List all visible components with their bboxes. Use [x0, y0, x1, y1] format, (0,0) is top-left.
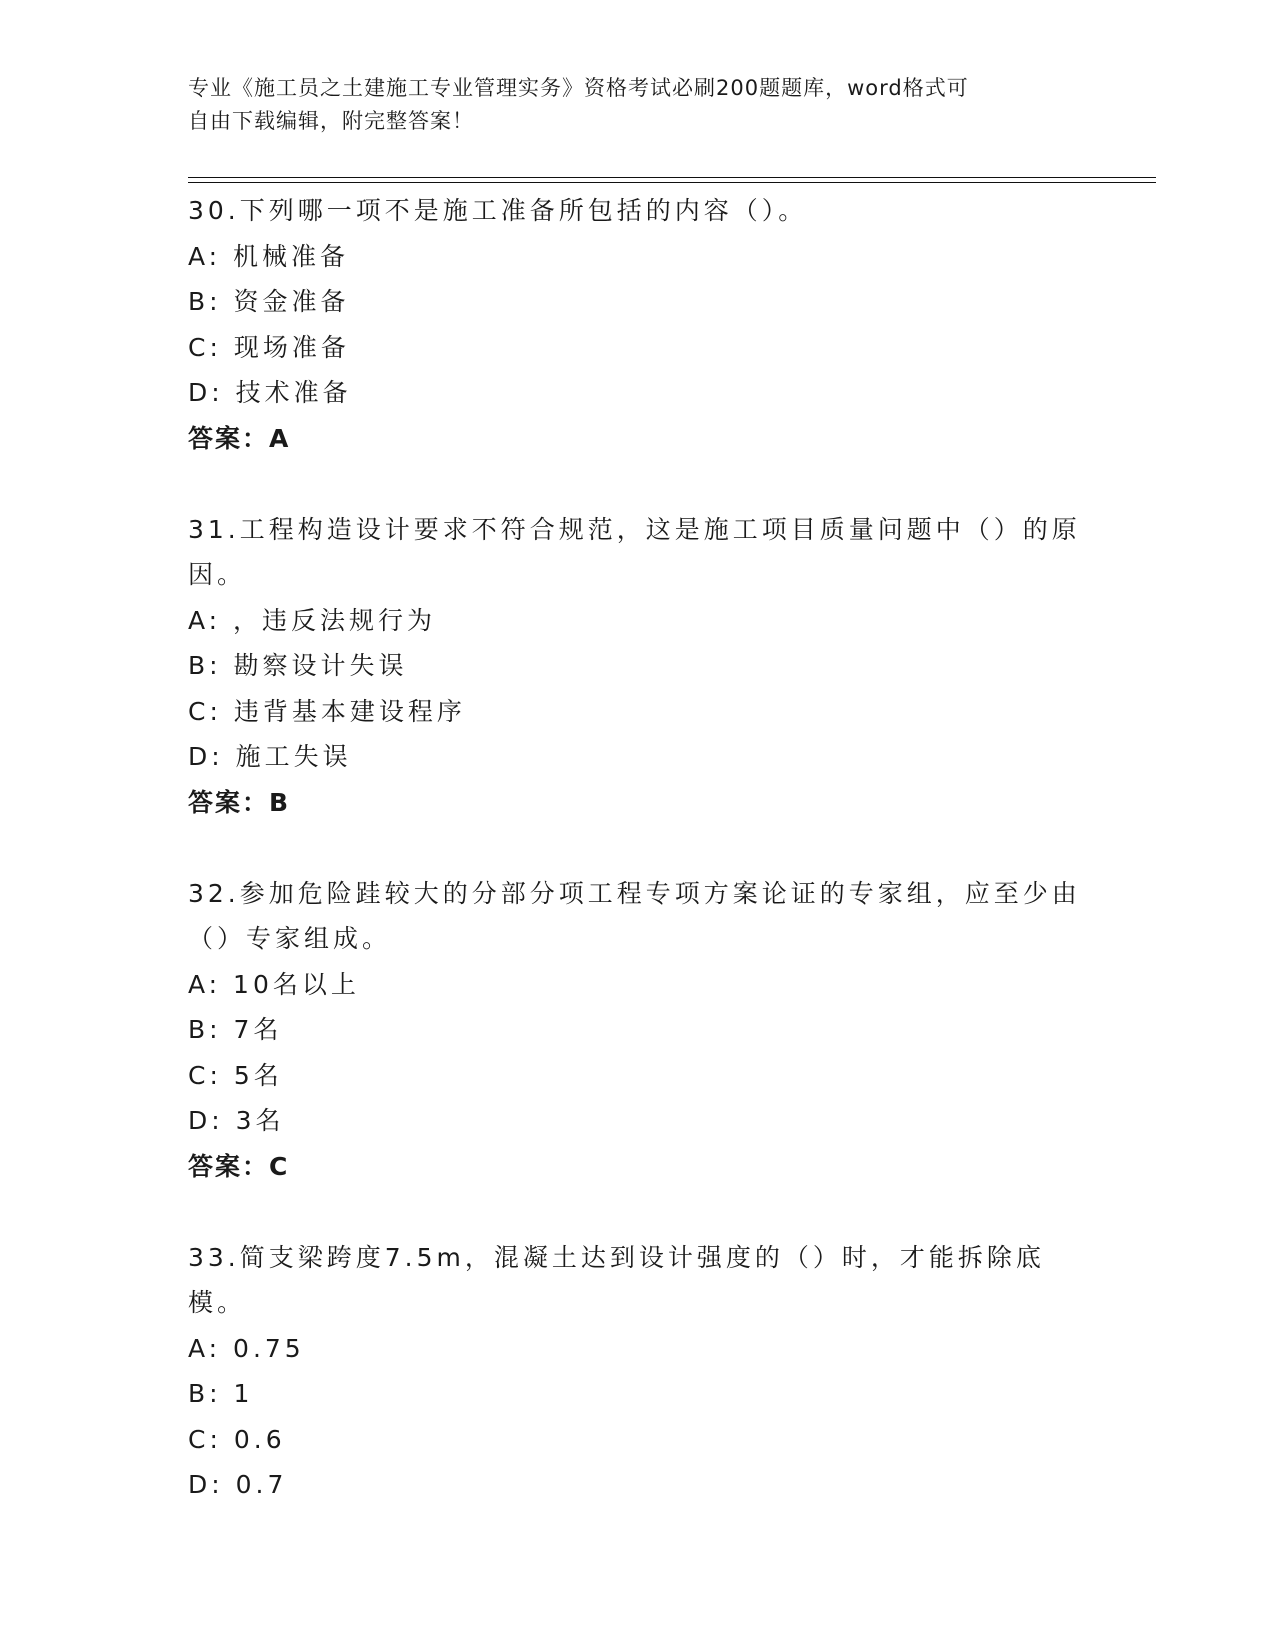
option-label: C: — [188, 1060, 222, 1090]
option-label: A: — [188, 605, 222, 635]
option-text: 1 — [233, 1379, 254, 1408]
option-a — [188, 598, 1088, 644]
option-label: B: — [188, 1015, 222, 1044]
option-c — [188, 325, 1088, 371]
option-label: B: — [188, 651, 222, 680]
question-stem: 简支梁跨度7.5m，混凝土达到设计强度的（）时，才能拆除底模。 — [188, 1242, 1045, 1317]
option-label: A: — [188, 1333, 222, 1363]
question-number: 31. — [188, 514, 240, 544]
question-text — [188, 507, 1088, 598]
question-stem: 工程构造设计要求不符合规范，这是施工项目质量问题中（）的原因。 — [188, 514, 1081, 589]
answer-line: 答案：C — [188, 1151, 290, 1181]
option-label: B: — [188, 1379, 222, 1408]
option-label: B: — [188, 287, 222, 316]
option-a — [188, 1326, 1088, 1372]
option-text: 技术准备 — [235, 378, 352, 407]
option-c — [188, 1053, 1088, 1099]
option-d — [188, 1462, 1088, 1508]
answer-line: 答案：B — [188, 787, 291, 817]
answer-line: 答案：A — [188, 423, 291, 453]
header-divider-top — [188, 177, 1156, 178]
option-label: D: — [188, 1470, 224, 1499]
option-label: D: — [188, 742, 224, 771]
option-text: 机械准备 — [233, 241, 350, 271]
option-a — [188, 234, 1088, 280]
option-a — [188, 962, 1088, 1008]
option-c — [188, 1417, 1088, 1463]
option-text: 5名 — [233, 1060, 283, 1090]
question-block — [188, 507, 1088, 826]
option-label: A: — [188, 969, 222, 999]
spacer — [188, 1189, 1088, 1235]
option-label: D: — [188, 378, 224, 407]
option-b — [188, 279, 1088, 325]
option-b — [188, 643, 1088, 689]
header-line-2: 自由下载编辑，附完整答案！ — [188, 109, 474, 133]
header-divider-bottom — [188, 182, 1156, 183]
question-block — [188, 188, 1088, 461]
question-number: 33. — [188, 1242, 240, 1272]
option-text: 0.75 — [233, 1333, 305, 1363]
option-label: C: — [188, 696, 222, 726]
header-line-1: 专业《施工员之土建施工专业管理实务》资格考试必刷200题题库，word格式可 — [188, 76, 969, 100]
question-number: 30. — [188, 196, 240, 225]
question-stem: 下列哪一项不是施工准备所包括的内容（）。 — [239, 196, 808, 225]
option-b — [188, 1371, 1088, 1417]
option-text: 现场准备 — [233, 332, 350, 362]
option-text: 3名 — [235, 1106, 285, 1135]
question-block — [188, 871, 1088, 1190]
question-block — [188, 1235, 1088, 1508]
option-c — [188, 689, 1088, 735]
document-header — [188, 72, 1068, 138]
question-text — [188, 188, 1088, 234]
option-label: C: — [188, 1424, 222, 1454]
option-text: 勘察设计失误 — [233, 651, 408, 680]
option-d — [188, 1098, 1088, 1144]
question-number: 32. — [188, 878, 240, 908]
option-d — [188, 370, 1088, 416]
option-text: 0.6 — [233, 1424, 286, 1454]
question-stem: 参加危险跬较大的分部分项工程专项方案论证的专家组，应至少由（）专家组成。 — [188, 878, 1081, 953]
option-text: 违背基本建设程序 — [233, 696, 466, 726]
option-text: 10名以上 — [233, 969, 360, 999]
question-text — [188, 871, 1088, 962]
option-label: A: — [188, 241, 222, 271]
option-b — [188, 1007, 1088, 1053]
option-text: ，违反法规行为 — [233, 605, 437, 635]
spacer — [188, 825, 1088, 871]
spacer — [188, 461, 1088, 507]
option-text: 资金准备 — [233, 287, 350, 316]
option-d — [188, 734, 1088, 780]
option-label: C: — [188, 332, 222, 362]
option-label: D: — [188, 1106, 224, 1135]
option-text: 0.7 — [235, 1470, 288, 1499]
question-list — [188, 188, 1088, 1508]
option-text: 7名 — [233, 1015, 283, 1044]
question-text — [188, 1235, 1088, 1326]
option-text: 施工失误 — [235, 742, 352, 771]
